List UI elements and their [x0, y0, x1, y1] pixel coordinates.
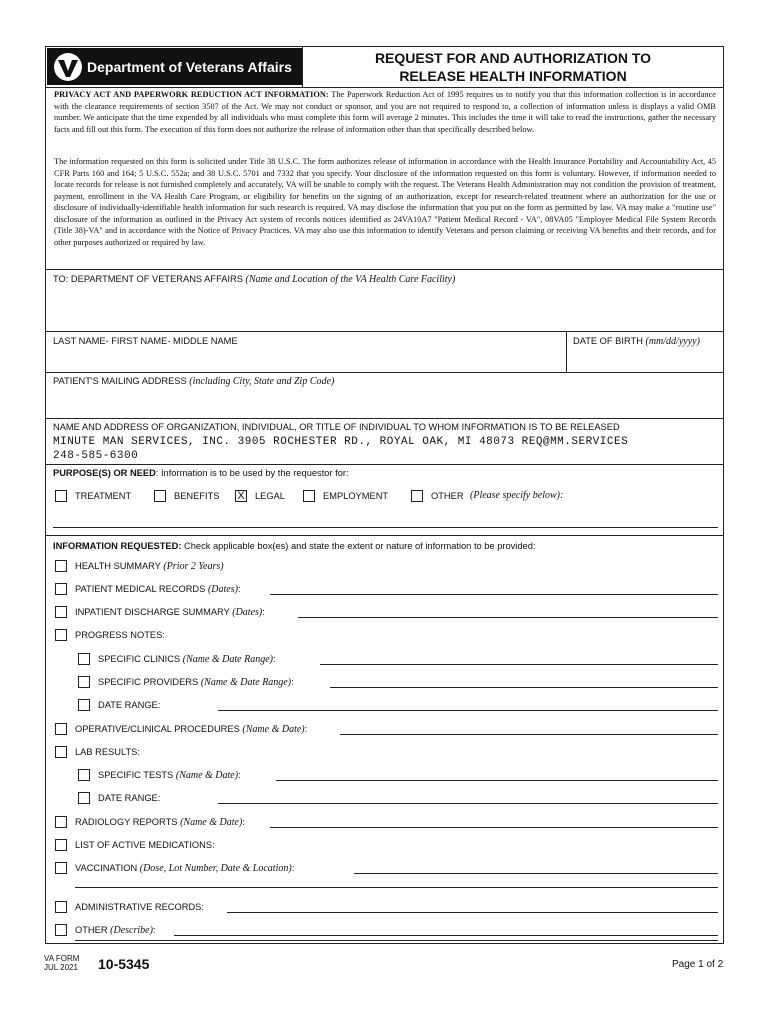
agency-name: Department of Veterans Affairs [87, 59, 292, 75]
purpose-checkbox-employment[interactable] [303, 490, 315, 502]
info-item-label-5: SPECIFIC PROVIDERS (Name & Date Range): [98, 677, 294, 688]
info-checkbox-15[interactable] [55, 924, 67, 936]
to-field-input[interactable] [47, 287, 723, 329]
info-checkbox-11[interactable] [55, 816, 67, 828]
info-requested-label: INFORMATION REQUESTED: Check applicable box(es) and state the extent or nature of information to be provided: [53, 541, 536, 551]
info-checkbox-12[interactable] [55, 839, 67, 851]
info-item-label-0: HEALTH SUMMARY (Prior 2 Years) [75, 561, 224, 572]
purpose-label-benefits: BENEFITS [174, 491, 220, 501]
info-checkbox-4[interactable] [78, 653, 90, 665]
info-item-input-2[interactable] [298, 617, 718, 618]
info-extra-line-1[interactable] [75, 940, 718, 941]
name-field-input[interactable] [47, 349, 564, 371]
privacy-text-2: The information requested on this form is solicited under Title 38 U.S.C. The form authorizes release of information in accordance with the Health Insurance Portability and Accountability Act, 45 CFR Parts 160 and 164; 5 U.S.C. 552a; and 38 U.S.C. 5701 and 7332 that you specify. Your disclosure of the information requested on this form is voluntary. However, if information needed to locate records for release is not furnished completely and accurately, VA will be unable to comply with the request. The Veterans Health Administration may not condition the provision of treatment, payment, enrollment in the VA Health Care Program, or eligibility for benefits on the signing of an authorization, except for research-related treatment where an authorization for the use or disclosure of individually-identifiable health information for such research is required. VA may disclose the information that you put on the form as permitted by law. VA may make a "routine use" disclosure of the information as outlined in the Privacy Act system of records notices identified as 24VA10A7 "Patient Medical Record - VA", 08VA05 "Employee Medical File System Records (Title 38)-VA" and in accordance with the Notice of Privacy Practices. VA may also use this information to identify Veterans and person claiming or receiving VA benefits and their records, and for other purposes authorized or required by law. [54, 157, 716, 247]
info-item-input-14[interactable] [227, 912, 718, 913]
info-checkbox-0[interactable] [55, 560, 67, 572]
info-item-label-10: DATE RANGE: [98, 793, 161, 803]
purpose-label-treatment: TREATMENT [75, 491, 132, 501]
info-checkbox-13[interactable] [55, 862, 67, 874]
info-item-label-15: OTHER (Describe): [75, 925, 156, 936]
org-field-label: NAME AND ADDRESS OF ORGANIZATION, INDIVIDUAL, OR TITLE OF INDIVIDUAL TO WHOM INFORMATION IS TO BE RELEASED [53, 422, 620, 432]
privacy-paragraph-2 [54, 156, 716, 248]
address-field-label: PATIENT'S MAILING ADDRESS (including City, State and Zip Code) [53, 376, 335, 387]
dob-field-input[interactable] [568, 349, 723, 371]
footer-page-number: Page 1 of 2 [672, 959, 724, 970]
info-item-label-9: SPECIFIC TESTS (Name & Date): [98, 770, 241, 781]
name-field-label: LAST NAME- FIRST NAME- MIDDLE NAME [53, 336, 238, 346]
org-field-value[interactable] [53, 435, 628, 463]
info-item-label-7: OPERATIVE/CLINICAL PROCEDURES (Name & Date): [75, 724, 308, 735]
info-item-label-14: ADMINISTRATIVE RECORDS: [75, 902, 204, 912]
dob-field-label: DATE OF BIRTH (mm/dd/yyyy) [573, 336, 700, 347]
purpose-label: PURPOSE(S) OR NEED: Information is to be used by the requestor for: [53, 468, 349, 478]
purpose-label-legal: LEGAL [255, 491, 285, 501]
privacy-text-1: The Paperwork Reduction Act of 1995 requires us to notify you that this information collection is in accordance with the clearance requirements of section 3507 of the Act. We may not conduct or sponsor, and you are not required to respond to, a collection of information unless is displays a valid OMB number. We anticipate that the time expended by all individuals who must complete this form will average 2 minutes. This includes the time it will take to read the instructions, gather the necessary facts and fill out this form. The execution of this form does not authorize the release of information other than that specifically described below. [54, 90, 716, 134]
info-checkbox-3[interactable] [55, 629, 67, 641]
info-item-input-7[interactable] [340, 734, 718, 735]
org-value-line1: MINUTE MAN SERVICES, INC. 3905 ROCHESTER RD., ROYAL OAK, MI 48073 REQ@MM.SERVICES [53, 436, 629, 448]
info-checkbox-1[interactable] [55, 583, 67, 595]
purpose-checkbox-benefits[interactable] [154, 490, 166, 502]
privacy-paragraph-1 [54, 89, 716, 135]
privacy-heading: PRIVACY ACT AND PAPERWORK REDUCTION ACT INFORMATION: [54, 90, 329, 99]
purpose-other-hint: (Please specify below): [470, 490, 564, 501]
info-item-label-13: VACCINATION (Dose, Lot Number, Date & Location): [75, 863, 295, 874]
info-checkbox-2[interactable] [55, 606, 67, 618]
form-title-line1: REQUEST FOR AND AUTHORIZATION TO [374, 50, 652, 66]
address-field-input[interactable] [47, 389, 723, 417]
purpose-checkbox-other[interactable] [411, 490, 423, 502]
info-item-label-4: SPECIFIC CLINICS (Name & Date Range): [98, 654, 276, 665]
purpose-checkbox-legal[interactable]: X [235, 490, 247, 502]
form-page [45, 46, 724, 944]
info-item-label-8: LAB RESULTS: [75, 747, 140, 757]
footer-va-form [44, 954, 79, 972]
info-checkbox-8[interactable] [55, 746, 67, 758]
info-checkbox-9[interactable] [78, 769, 90, 781]
info-item-label-6: DATE RANGE: [98, 700, 161, 710]
to-field-label: TO: DEPARTMENT OF VETERANS AFFAIRS (Name and Location of the VA Health Care Facility) [53, 274, 456, 285]
info-item-input-9[interactable] [276, 780, 718, 781]
info-checkbox-5[interactable] [78, 676, 90, 688]
info-checkbox-14[interactable] [55, 901, 67, 913]
va-logo [47, 48, 302, 85]
form-title [302, 49, 724, 85]
info-item-label-1: PATIENT MEDICAL RECORDS (Dates): [75, 584, 241, 595]
info-item-input-5[interactable] [330, 687, 718, 688]
footer-form-number: 10-5345 [98, 956, 150, 972]
info-item-label-12: LIST OF ACTIVE MEDICATIONS: [75, 840, 215, 850]
info-checkbox-7[interactable] [55, 723, 67, 735]
info-item-input-11[interactable] [270, 827, 718, 828]
purpose-checkbox-treatment[interactable] [55, 490, 67, 502]
info-item-label-11: RADIOLOGY REPORTS (Name & Date): [75, 817, 245, 828]
info-item-input-13[interactable] [354, 873, 718, 874]
purpose-label-employment: EMPLOYMENT [323, 491, 389, 501]
info-item-label-3: PROGRESS NOTES: [75, 630, 165, 640]
va-seal-icon [53, 52, 83, 82]
footer-date: JUL 2021 [44, 963, 78, 972]
info-item-input-6[interactable] [218, 710, 718, 711]
info-item-label-2: INPATIENT DISCHARGE SUMMARY (Dates): [75, 607, 265, 618]
footer-va-form-label: VA FORM [44, 954, 80, 963]
info-extra-line-0[interactable] [75, 887, 718, 888]
purpose-other-line [53, 527, 718, 528]
purpose-label-other: OTHER [431, 491, 464, 501]
info-item-input-10[interactable] [218, 803, 718, 804]
info-item-input-15[interactable] [174, 935, 718, 936]
info-checkbox-6[interactable] [78, 699, 90, 711]
org-value-line2: 248-585-6300 [53, 450, 139, 462]
info-item-input-4[interactable] [320, 664, 718, 665]
info-checkbox-10[interactable] [78, 792, 90, 804]
info-item-input-1[interactable] [270, 594, 718, 595]
form-title-line2: RELEASE HEALTH INFORMATION [399, 68, 627, 84]
